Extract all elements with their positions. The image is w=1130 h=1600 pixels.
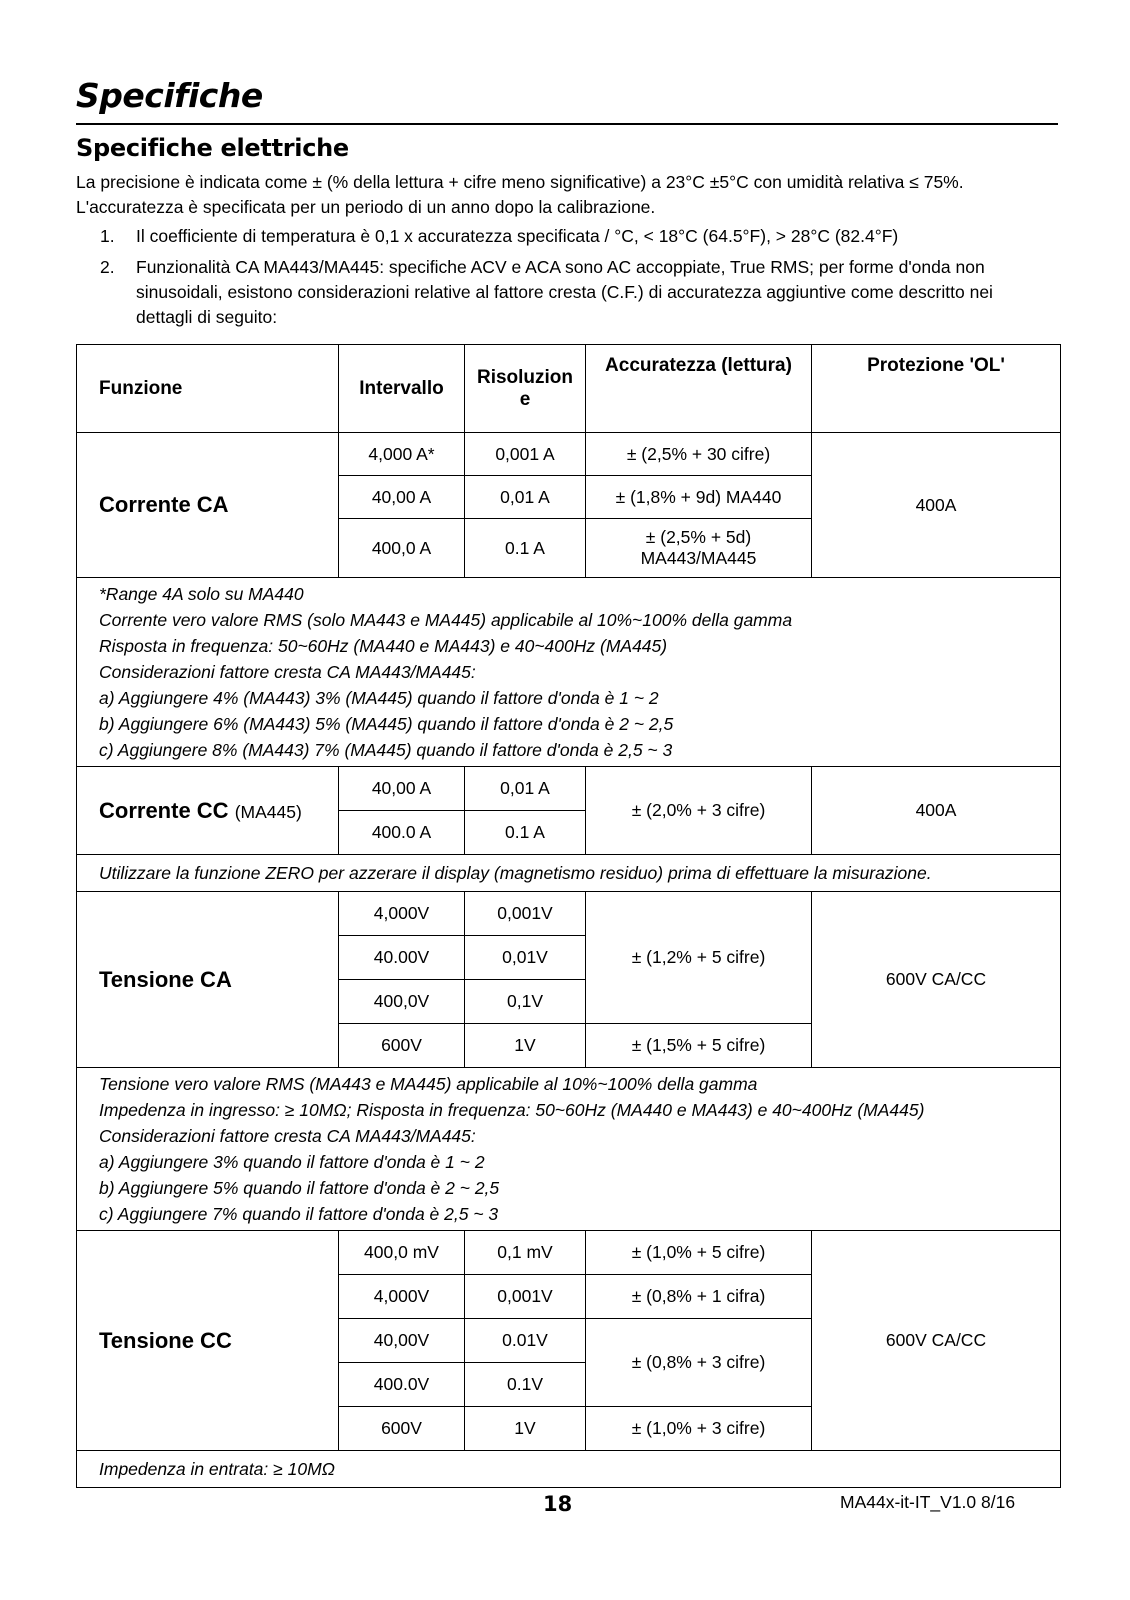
- table-note-row: [77, 855, 1061, 892]
- header-funzione: Funzione: [77, 345, 339, 433]
- protection-cell: 600V CA/CC: [812, 892, 1061, 1068]
- accuracy-cell: ± (2,0% + 3 cifre): [586, 767, 812, 855]
- list-text: Il coefficiente di temperatura è 0,1 x accuratezza specificata / °C, < 18°C (64.5°F), > 28°C (82.4°F): [136, 226, 899, 246]
- range-cell: 4,000V: [339, 892, 465, 936]
- resolution-cell: 1V: [465, 1024, 586, 1068]
- accuracy-cell: ± (1,5% + 5 cifre): [586, 1024, 812, 1068]
- function-tensione-ca: Tensione CA: [77, 892, 339, 1068]
- resolution-cell: 0,1V: [465, 980, 586, 1024]
- range-cell: 400,0 A: [339, 519, 465, 578]
- accuracy-cell: ± (1,0% + 3 cifre): [586, 1407, 812, 1451]
- resolution-cell: 0,001 A: [465, 433, 586, 476]
- accuracy-line: ± (2,5% + 5d): [645, 527, 752, 547]
- title-rule: [76, 123, 1058, 125]
- note-line: c) Aggiungere 7% quando il fattore d'onda è 2,5 ~ 3: [99, 1204, 499, 1224]
- header-risoluzione: [465, 345, 586, 433]
- table-row: [77, 433, 1061, 476]
- header-protezione: Protezione 'OL': [812, 345, 1061, 433]
- spec-table: [76, 344, 1061, 1488]
- accuracy-cell: ± (1,2% + 5 cifre): [586, 892, 812, 1024]
- range-cell: 600V: [339, 1407, 465, 1451]
- range-cell: 4,000 A*: [339, 433, 465, 476]
- table-note-row: [77, 1451, 1061, 1488]
- range-cell: 40,00 A: [339, 767, 465, 811]
- function-sublabel: (MA445): [234, 801, 302, 822]
- protection-cell: 600V CA/CC: [812, 1231, 1061, 1451]
- note-line: b) Aggiungere 6% (MA443) 5% (MA445) quando il fattore d'onda è 2 ~ 2,5: [99, 714, 674, 734]
- note-line: c) Aggiungere 8% (MA443) 7% (MA445) quando il fattore d'onda è 2,5 ~ 3: [99, 740, 673, 760]
- range-cell: 40,00V: [339, 1319, 465, 1363]
- note-line: Considerazioni fattore cresta CA MA443/MA445:: [99, 662, 476, 682]
- function-tensione-cc: Tensione CC: [77, 1231, 339, 1451]
- accuracy-line: MA443/MA445: [640, 548, 757, 568]
- table-header-row: [77, 345, 1061, 433]
- accuracy-cell: ± (0,8% + 1 cifra): [586, 1275, 812, 1319]
- accuracy-cell: ± (1,0% + 5 cifre): [586, 1231, 812, 1275]
- document-id: MA44x-it-IT_V1.0 8/16: [840, 1492, 1016, 1512]
- table-row: [77, 767, 1061, 811]
- intro-paragraph: La precisione è indicata come ± (% della lettura + cifre meno significative) a 23°C ±5°C con umidità relativa ≤ 75%. L'accuratezza è specificata per un periodo di un anno dopo la calibrazione.: [76, 172, 964, 217]
- page-title: Specifiche: [76, 76, 263, 115]
- resolution-cell: 0,001V: [465, 1275, 586, 1319]
- table-row: [77, 1231, 1061, 1275]
- range-cell: 40.00V: [339, 936, 465, 980]
- resolution-cell: 0.1 A: [465, 519, 586, 578]
- accuracy-cell: [586, 519, 812, 578]
- resolution-cell: 0.01V: [465, 1319, 586, 1363]
- note-corrente-cc: Utilizzare la funzione ZERO per azzerare il display (magnetismo residuo) prima di effettuare la misurazione.: [77, 855, 1061, 892]
- header-risoluzione-line2: e: [519, 388, 531, 410]
- header-risoluzione-line1: Risoluzion: [476, 366, 574, 388]
- note-line: a) Aggiungere 4% (MA443) 3% (MA445) quando il fattore d'onda è 1 ~ 2: [99, 688, 659, 708]
- resolution-cell: 0.1V: [465, 1363, 586, 1407]
- note-line: *Range 4A solo su MA440: [99, 584, 304, 604]
- section-title: Specifiche elettriche: [76, 134, 349, 162]
- range-cell: 400.0V: [339, 1363, 465, 1407]
- header-accuratezza: Accuratezza (lettura): [586, 345, 812, 433]
- function-corrente-ca: Corrente CA: [77, 433, 339, 578]
- accuracy-cell: ± (1,8% + 9d) MA440: [586, 476, 812, 519]
- resolution-cell: 0.1 A: [465, 811, 586, 855]
- table-note-row: [77, 578, 1061, 767]
- function-corrente-cc: [77, 767, 339, 855]
- resolution-cell: 0,01 A: [465, 767, 586, 811]
- protection-cell: 400A: [812, 433, 1061, 578]
- note-corrente-ca: [77, 578, 1061, 767]
- header-intervallo: Intervallo: [339, 345, 465, 433]
- notes-list: [76, 224, 1036, 336]
- protection-cell: 400A: [812, 767, 1061, 855]
- resolution-cell: 1V: [465, 1407, 586, 1451]
- range-cell: 400.0 A: [339, 811, 465, 855]
- range-cell: 400,0 mV: [339, 1231, 465, 1275]
- list-number: 1.: [100, 226, 115, 246]
- note-line: Tensione vero valore RMS (MA443 e MA445) applicabile al 10%~100% della gamma: [99, 1074, 758, 1094]
- list-item: [76, 255, 1036, 330]
- accuracy-cell: ± (2,5% + 30 cifre): [586, 433, 812, 476]
- table-row: [77, 892, 1061, 936]
- note-line: Considerazioni fattore cresta CA MA443/MA445:: [99, 1126, 476, 1146]
- list-item: [76, 224, 1036, 249]
- range-cell: 40,00 A: [339, 476, 465, 519]
- resolution-cell: 0,01 A: [465, 476, 586, 519]
- resolution-cell: 0,001V: [465, 892, 586, 936]
- function-label: Corrente CC: [99, 797, 229, 823]
- note-line: Risposta in frequenza: 50~60Hz (MA440 e MA443) e 40~400Hz (MA445): [99, 636, 668, 656]
- table-note-row: [77, 1068, 1061, 1231]
- list-number: 2.: [100, 257, 115, 277]
- resolution-cell: 0,1 mV: [465, 1231, 586, 1275]
- note-line: Corrente vero valore RMS (solo MA443 e MA445) applicabile al 10%~100% della gamma: [99, 610, 793, 630]
- accuracy-cell: ± (0,8% + 3 cifre): [586, 1319, 812, 1407]
- note-line: b) Aggiungere 5% quando il fattore d'onda è 2 ~ 2,5: [99, 1178, 500, 1198]
- note-tensione-cc: Impedenza in entrata: ≥ 10MΩ: [77, 1451, 1061, 1488]
- range-cell: 600V: [339, 1024, 465, 1068]
- resolution-cell: 0,01V: [465, 936, 586, 980]
- range-cell: 400,0V: [339, 980, 465, 1024]
- note-line: a) Aggiungere 3% quando il fattore d'onda è 1 ~ 2: [99, 1152, 485, 1172]
- note-tensione-ca: [77, 1068, 1061, 1231]
- range-cell: 4,000V: [339, 1275, 465, 1319]
- list-text: Funzionalità CA MA443/MA445: specifiche ACV e ACA sono AC accoppiate, True RMS; per forme d'onda non sinusoidali, esistono considerazioni relative al fattore cresta (C.F.) di accuratezza aggiuntive come descritto nei dettagli di seguito:: [136, 257, 993, 327]
- page-number: 18: [543, 1492, 573, 1516]
- note-line: Impedenza in ingresso: ≥ 10MΩ; Risposta in frequenza: 50~60Hz (MA440 e MA443) e 40~400Hz (MA445): [99, 1100, 925, 1120]
